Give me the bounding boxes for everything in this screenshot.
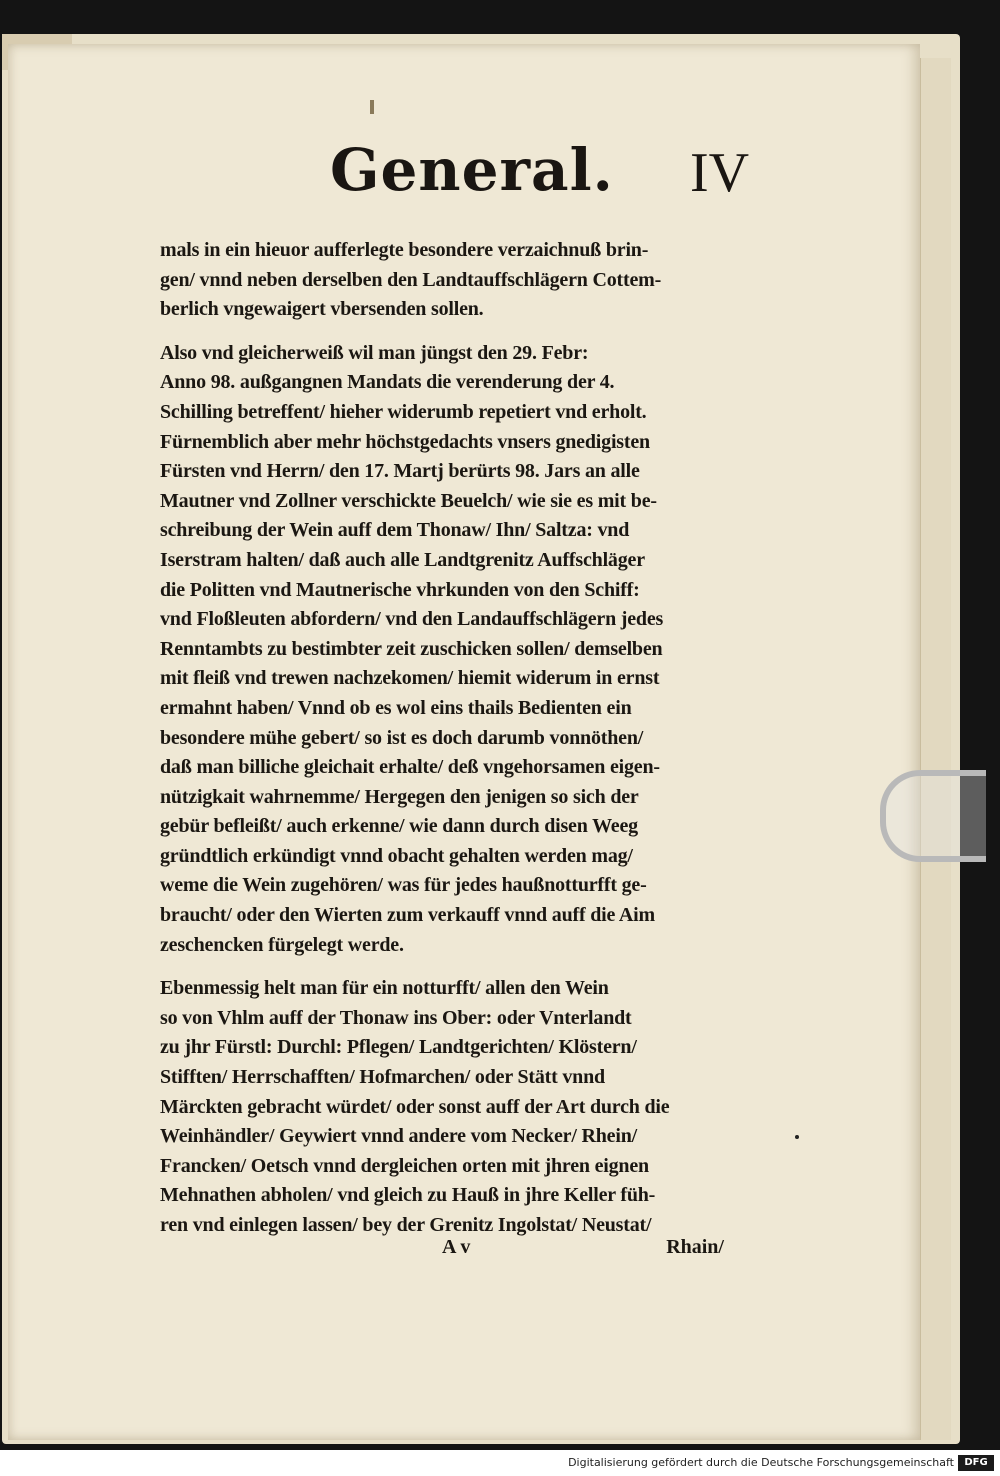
text-line: gründtlich erkündigt vnnd obacht gehalten werden mag/ — [160, 844, 633, 867]
text-line: besondere mühe gebert/ so ist es doch darumb vonnöthen/ — [160, 726, 644, 749]
text-line: schreibung der Wein auff dem Thonaw/ Ihn/ Saltza: vnd — [160, 519, 630, 542]
text-line: Fürsten vnd Herrn/ den 17. Martj berürts 98. Jars an alle — [160, 460, 640, 483]
text-line: Weinhändler/ Geywiert vnnd andere vom Necker/ Rhein/ — [160, 1125, 637, 1148]
body-text — [160, 236, 760, 1241]
ink-dot — [795, 1135, 799, 1139]
dfg-logo: DFG — [958, 1455, 994, 1471]
text-line: Iserstram halten/ daß auch alle Landtgrenitz Auffschläger — [160, 548, 645, 571]
text-line: Märckten gebracht würdet/ oder sonst auff der Art durch die — [160, 1095, 670, 1118]
signature-mark: A v — [442, 1236, 471, 1258]
text-line: zeschencken fürgelegt werde. — [160, 933, 404, 956]
running-head: General. — [330, 136, 614, 204]
text-line: vnd Floßleuten abfordern/ vnd den Landauffschlägern jedes — [160, 608, 664, 631]
ink-mark — [370, 100, 374, 114]
page-edge — [920, 58, 951, 1440]
text-line: Stifften/ Herrschafften/ Hofmarchen/ oder Stätt vnnd — [160, 1066, 605, 1089]
text-line: nützigkait wahrnemme/ Hergegen den jenigen so sich der — [160, 785, 639, 808]
catchword: Rhain/ — [666, 1236, 724, 1258]
paragraph-gap — [160, 960, 760, 974]
text-line: die Politten vnd Mautnerische vhrkunden von den Schiff: — [160, 578, 640, 601]
signature-line — [160, 1236, 760, 1266]
text-line: so von Vhlm auff der Thonaw ins Ober: oder Vnterlandt — [160, 1006, 632, 1029]
text-line: daß man billiche gleichait erhalte/ deß vngehorsamen eigen- — [160, 756, 660, 779]
text-line: Ebenmessig helt man für ein notturfft/ allen den Wein — [160, 977, 609, 1000]
text-line: Mehnathen abholen/ vnd gleich zu Hauß in jhre Keller füh- — [160, 1184, 656, 1207]
text-line: mit fleiß vnd trewen nachzekomen/ hiemit widerum in ernst — [160, 667, 660, 690]
text-line: Anno 98. außgangnen Mandats die verenderung der 4. — [160, 371, 615, 394]
text-line: mals in ein hieuor aufferlegte besondere verzaichnuß brin- — [160, 239, 649, 261]
text-line: Also vnd gleicherweiß wil man jüngst den 29. Febr: — [160, 341, 589, 364]
paragraph-gap — [160, 325, 760, 339]
text-line: Mautner vnd Zollner verschickte Beuelch/ wie sie es mit be- — [160, 489, 657, 512]
text-line: weme die Wein zugehören/ was für jedes haußnotturfft ge- — [160, 874, 647, 897]
footer-bar — [0, 1450, 1000, 1476]
text-line: Renntambts zu bestimbter zeit zuschicken sollen/ demselben — [160, 637, 663, 660]
text-line: ermahnt haben/ Vnnd ob es wol eins thails Bedienten ein — [160, 696, 632, 719]
text-line: braucht/ oder den Wierten zum verkauff vnnd auff die Aim — [160, 904, 655, 927]
footer-credit: Digitalisierung gefördert durch die Deutsche Forschungsgemeinschaft — [568, 1456, 954, 1469]
text-line: Schilling betreffent/ hieher widerumb repetiert vnd erholt. — [160, 400, 647, 423]
text-line: gen/ vnnd neben derselben den Landtauffschlägern Cottem- — [160, 268, 662, 291]
page-number: IV — [690, 142, 750, 204]
text-line: gebür befleißt/ auch erkenne/ wie dann durch disen Weeg — [160, 815, 638, 838]
text-line: Fürnemblich aber mehr höchstgedachts vnsers gnedigisten — [160, 430, 650, 453]
text-line: berlich vngewaigert vbersenden sollen. — [160, 298, 484, 321]
text-line: zu jhr Fürstl: Durchl: Pflegen/ Landtgerichten/ Klöstern/ — [160, 1036, 637, 1059]
text-line: Francken/ Oetsch vnnd dergleichen orten mit jhren eignen — [160, 1154, 649, 1177]
paper-clip — [880, 770, 986, 862]
text-line: ren vnd einlegen lassen/ bey der Grenitz Ingolstat/ Neustat/ — [160, 1214, 652, 1236]
